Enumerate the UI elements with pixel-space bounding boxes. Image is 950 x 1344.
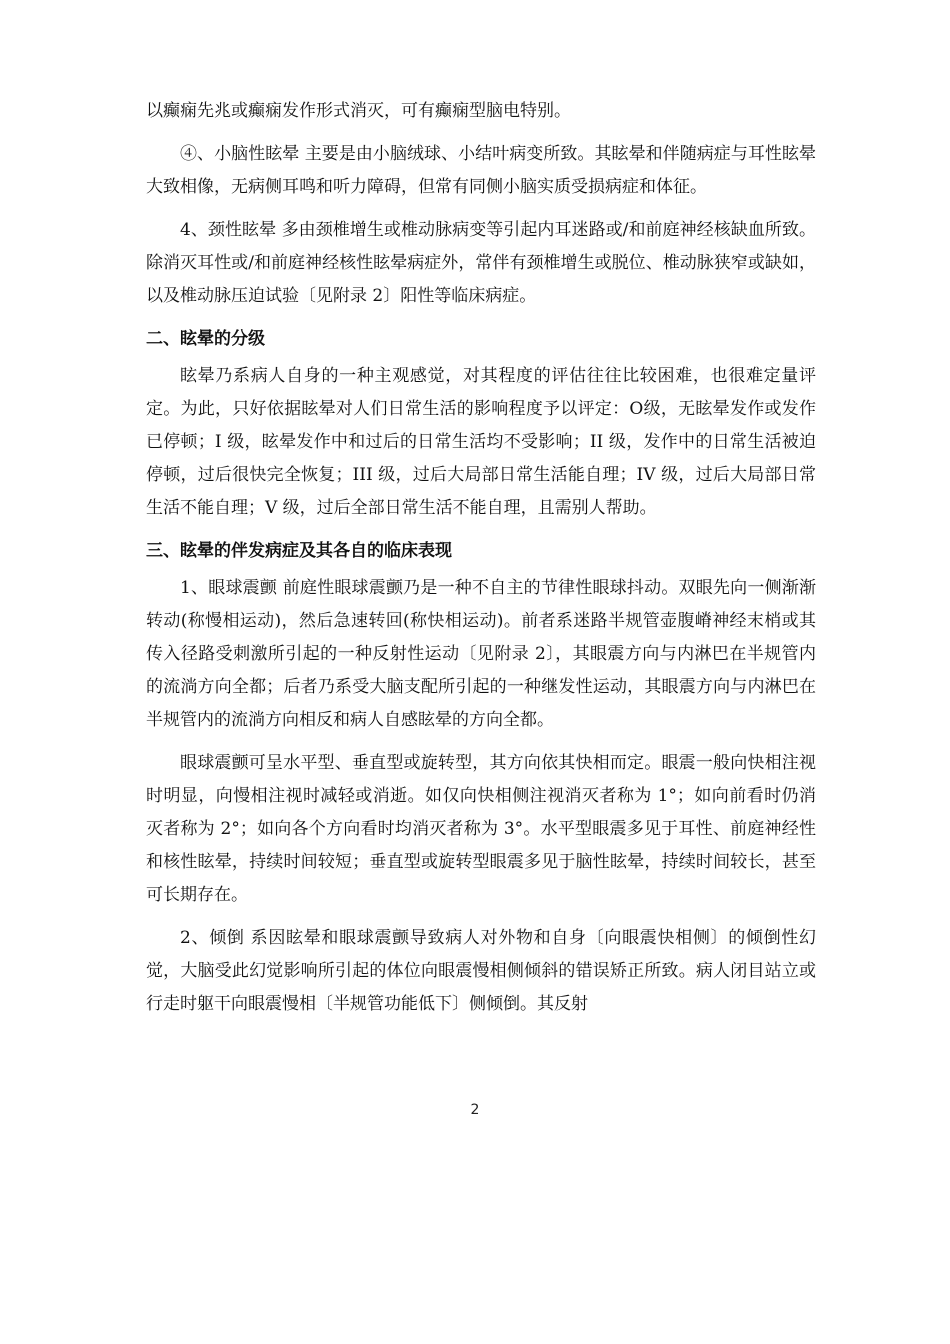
paragraph-cerebellar-vertigo: ④、小脑性眩晕 主要是由小脑绒球、小结叶病变所致。其眩晕和伴随病症与耳性眩晕大致相像，无病侧耳鸣和听力障碍，但常有同侧小脑实质受损病症和体征。 bbox=[146, 144, 816, 197]
paragraph-falling: 2、倾倒 系因眩晕和眼球震颤导致病人对外物和自身〔向眼震快相侧〕的倾倒性幻觉，大脑受此幻觉影响所引起的体位向眼震慢相侧倾斜的错误矫正所致。病人闭目站立或行走时躯干向眼震慢相〔半规管功能低下〕侧倾倒。其反射 bbox=[146, 928, 816, 1014]
section-heading-symptoms: 三、眩晕的伴发病症及其各自的临床表现 bbox=[146, 541, 452, 561]
paragraph-nystagmus-types: 眼球震颤可呈水平型、垂直型或旋转型，其方向依其快相而定。眼震一般向快相注视时明显，向慢相注视时减轻或消逝。如仅向快相侧注视消灭者称为 1°；如向前看时仍消灭者称为 2°；如向各个方向看时均消灭者称为 3°。水平型眼震多见于耳性、前庭神经性和核性眩晕，持续时间较短；垂直型或旋转型眼震多见于脑性眩晕，持续时间较长，甚至可长期存在。 bbox=[146, 753, 816, 905]
paragraph-cervical-vertigo: 4、颈性眩晕 多由颈椎增生或椎动脉病变等引起内耳迷路或/和前庭神经核缺血所致。除消灭耳性或/和前庭神经核性眩晕病症外，常伴有颈椎增生或脱位、椎动脉狭窄或缺如，以及椎动脉压迫试验〔见附录 2〕阳性等临床病症。 bbox=[146, 220, 816, 306]
paragraph-nystagmus: 1、眼球震颤 前庭性眼球震颤乃是一种不自主的节律性眼球抖动。双眼先向一侧渐渐转动(称慢相运动)，然后急速转回(称快相运动)。前者系迷路半规管壶腹嵴神经末梢或其传入径路受刺激所引起的一种反射性运动〔见附录 2〕，其眼震方向与内淋巴在半规管内的流淌方向全都；后者乃系受大脑支配所引起的一种继发性运动，其眼震方向与内淋巴在半规管内的流淌方向相反和病人自感眩晕的方向全都。 bbox=[146, 578, 816, 730]
paragraph-1: 以癫痫先兆或癫痫发作形式消灭，可有癫痫型脑电特别。 bbox=[146, 101, 571, 121]
section-heading-grading: 二、眩晕的分级 bbox=[146, 329, 265, 349]
page-number: 2 bbox=[470, 1102, 480, 1118]
document-page bbox=[146, 95, 816, 1031]
paragraph-grading: 眩晕乃系病人自身的一种主观感觉，对其程度的评估往往比较困难，也很难定量评定。为此，只好依据眩晕对人们日常生活的影响程度予以评定：O级，无眩晕发作或发作已停顿；I 级，眩晕发作中和过后的日常生活均不受影响；II 级，发作中的日常生活被迫停顿，过后很快完全恢复；III 级，过后大局部日常生活能自理；IV 级，过后大局部日常生活不能自理；V 级，过后全部日常生活不能自理，且需别人帮助。 bbox=[146, 366, 816, 518]
